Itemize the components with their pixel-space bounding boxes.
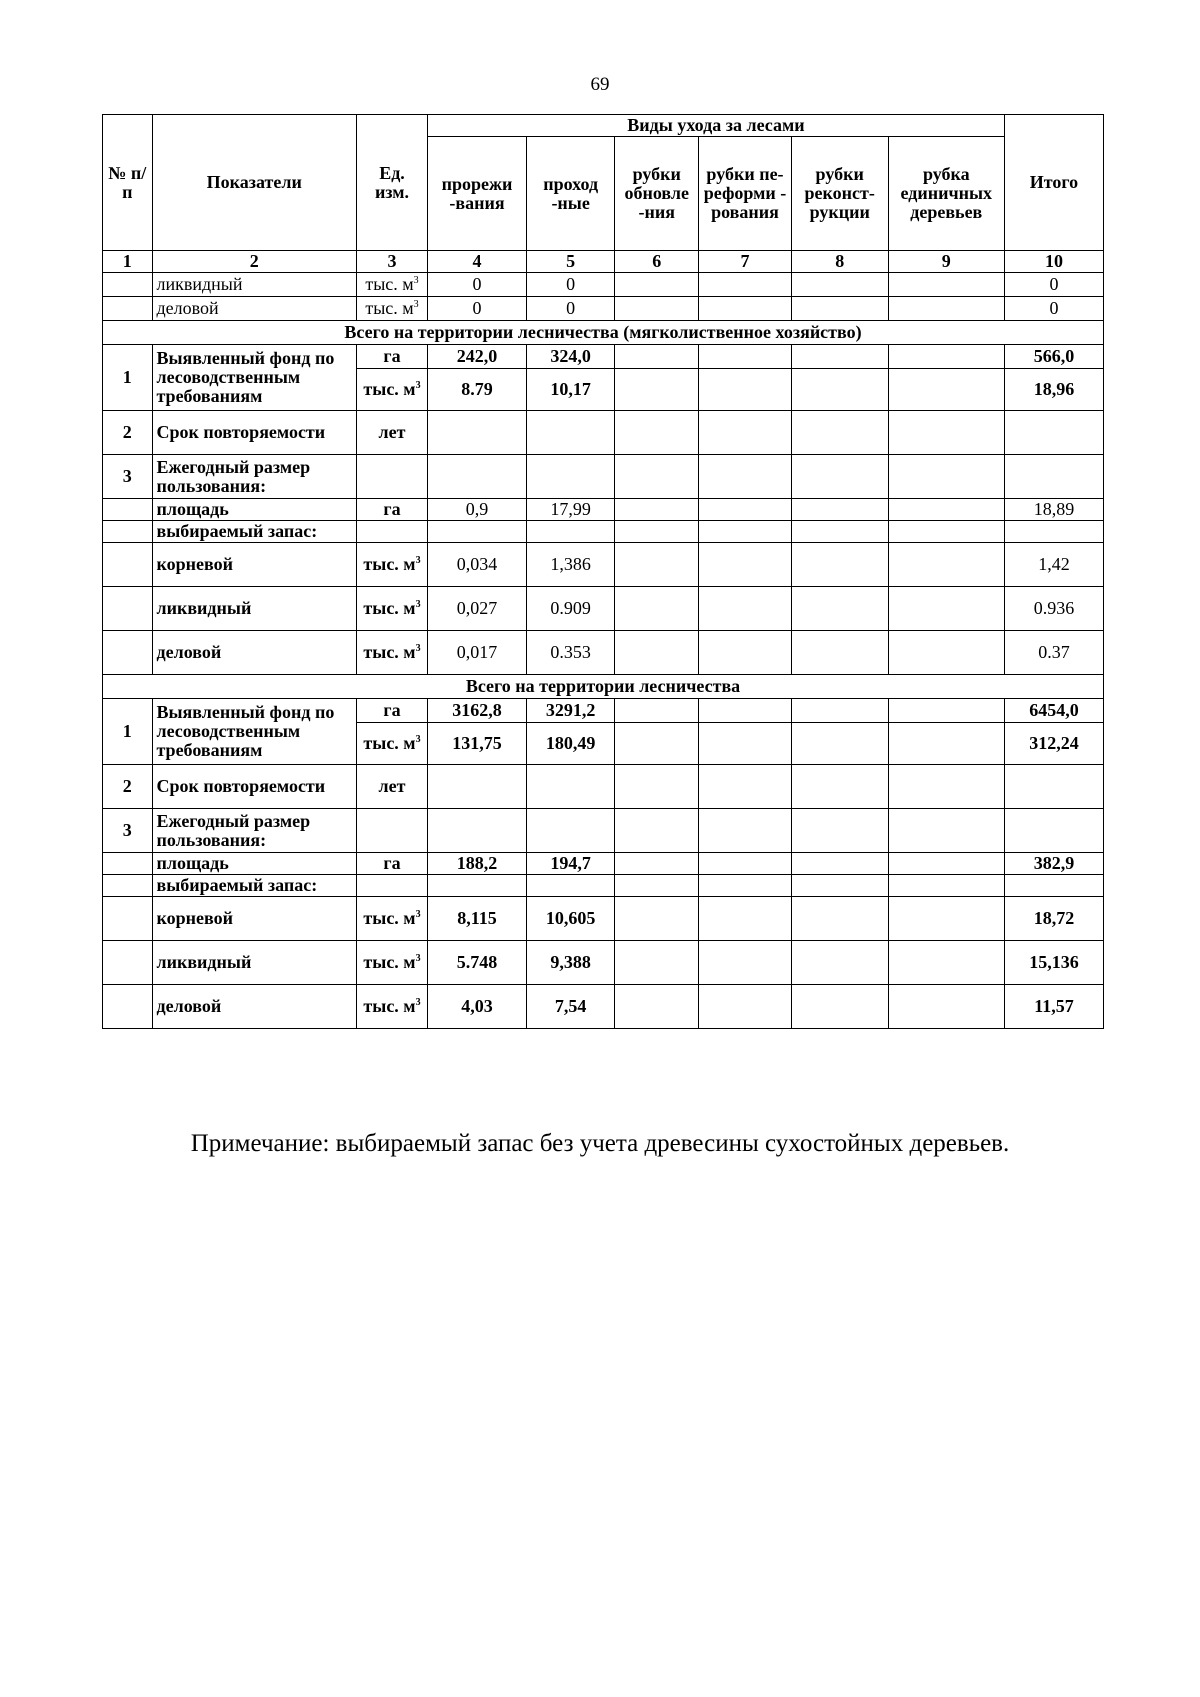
row-label: деловой xyxy=(152,985,356,1029)
row-number: 1 xyxy=(103,345,153,411)
total-cell: 11,57 xyxy=(1004,985,1103,1029)
total-cell: 18,96 xyxy=(1004,369,1103,411)
value-cell: 0.353 xyxy=(527,631,615,675)
page-number: 69 xyxy=(590,74,610,95)
value-cell: 0 xyxy=(527,297,615,321)
table-row xyxy=(103,543,1104,587)
row-label: Выявленный фонд по лесоводственным требованиям xyxy=(152,699,356,765)
value-cell: 10,17 xyxy=(527,369,615,411)
table-row xyxy=(103,521,1104,543)
col-number: 10 xyxy=(1004,251,1103,273)
total-cell: 18,72 xyxy=(1004,897,1103,941)
unit-cell: лет xyxy=(356,765,427,809)
value-cell: 7,54 xyxy=(527,985,615,1029)
value-cell: 0 xyxy=(527,273,615,297)
row-label: Срок повторяемости xyxy=(152,765,356,809)
header-type-reformation: рубки пе- реформи - рования xyxy=(699,137,792,251)
col-number: 6 xyxy=(615,251,699,273)
unit-cell: тыс. $м^3$ xyxy=(356,543,427,587)
table-row xyxy=(103,941,1104,985)
total-cell: 566,0 xyxy=(1004,345,1103,369)
table-row xyxy=(103,273,1104,297)
col-number: 2 xyxy=(152,251,356,273)
row-label: ликвидный xyxy=(152,587,356,631)
total-cell: 15,136 xyxy=(1004,941,1103,985)
value-cell: 3291,2 xyxy=(527,699,615,723)
value-cell: 4,03 xyxy=(428,985,527,1029)
col-number: 8 xyxy=(791,251,888,273)
col-number: 9 xyxy=(888,251,1004,273)
table-row xyxy=(103,853,1104,875)
row-label: ликвидный xyxy=(152,941,356,985)
value-cell: 1,386 xyxy=(527,543,615,587)
header-type-renewal: рубки обновле -ния xyxy=(615,137,699,251)
value-cell: 131,75 xyxy=(428,723,527,765)
total-cell: 382,9 xyxy=(1004,853,1103,875)
value-cell: 8.79 xyxy=(428,369,527,411)
value-cell: 0,9 xyxy=(428,499,527,521)
row-label: ликвидный xyxy=(152,273,356,297)
table-row xyxy=(103,345,1104,369)
header-care-types: Виды ухода за лесами xyxy=(428,115,1005,137)
row-label: деловой xyxy=(152,297,356,321)
col-number: 5 xyxy=(527,251,615,273)
row-label: Срок повторяемости xyxy=(152,411,356,455)
row-label: площадь xyxy=(152,853,356,875)
unit-cell: тыс. $м^3$ xyxy=(356,369,427,411)
row-label: Выявленный фонд по лесоводственным требованиям xyxy=(152,345,356,411)
unit-cell: тыс. $м^3$ xyxy=(356,631,427,675)
col-number: 3 xyxy=(356,251,427,273)
row-label: Ежегодный размер пользования: xyxy=(152,809,356,853)
table-row xyxy=(103,297,1104,321)
value-cell: 188,2 xyxy=(428,853,527,875)
row-label: Ежегодный размер пользования: xyxy=(152,455,356,499)
row-label: корневой xyxy=(152,897,356,941)
value-cell: 10,605 xyxy=(527,897,615,941)
row-label: деловой xyxy=(152,631,356,675)
row-number: 1 xyxy=(103,699,153,765)
row-label: выбираемый запас: xyxy=(152,875,356,897)
header-type-reconstruction: рубки реконст- рукции xyxy=(791,137,888,251)
total-cell: 312,24 xyxy=(1004,723,1103,765)
unit-cell: га xyxy=(356,345,427,369)
header-indicators: Показатели xyxy=(152,115,356,251)
unit-cell: га xyxy=(356,699,427,723)
total-cell: 0.936 xyxy=(1004,587,1103,631)
col-number: 7 xyxy=(699,251,792,273)
unit-cell: тыс. $м^3$ xyxy=(356,587,427,631)
value-cell: 324,0 xyxy=(527,345,615,369)
value-cell: 0.909 xyxy=(527,587,615,631)
unit-cell: лет xyxy=(356,411,427,455)
total-cell: 0 xyxy=(1004,297,1103,321)
row-number: 3 xyxy=(103,455,153,499)
section-title: Всего на территории лесничества xyxy=(103,675,1104,699)
unit-cell: тыс. $м^3$ xyxy=(356,723,427,765)
header-total: Итого xyxy=(1004,115,1103,251)
unit-cell: га xyxy=(356,853,427,875)
header-no: № п/п xyxy=(103,115,153,251)
row-label: корневой xyxy=(152,543,356,587)
total-cell: 0 xyxy=(1004,273,1103,297)
table-row xyxy=(103,875,1104,897)
table-row xyxy=(103,631,1104,675)
table-row xyxy=(103,897,1104,941)
unit-cell: тыс. $м^3$ xyxy=(356,941,427,985)
total-cell: 6454,0 xyxy=(1004,699,1103,723)
table-row xyxy=(103,809,1104,853)
header-type-single-trees: рубка единичных деревьев xyxy=(888,137,1004,251)
row-label: выбираемый запас: xyxy=(152,521,356,543)
value-cell: 5.748 xyxy=(428,941,527,985)
value-cell: 8,115 xyxy=(428,897,527,941)
unit-cell: тыс. $м^3$ xyxy=(356,985,427,1029)
value-cell: 0 xyxy=(428,297,527,321)
section-title: Всего на территории лесничества (мягколиственное хозяйство) xyxy=(103,321,1104,345)
total-cell: 0.37 xyxy=(1004,631,1103,675)
table-row xyxy=(103,499,1104,521)
value-cell: 0 xyxy=(428,273,527,297)
value-cell: 9,388 xyxy=(527,941,615,985)
value-cell: 0,034 xyxy=(428,543,527,587)
total-cell: 18,89 xyxy=(1004,499,1103,521)
value-cell: 194,7 xyxy=(527,853,615,875)
col-number: 1 xyxy=(103,251,153,273)
forest-care-table xyxy=(102,114,1104,1029)
header-unit: Ед. изм. xyxy=(356,115,427,251)
value-cell: 3162,8 xyxy=(428,699,527,723)
value-cell: 0,027 xyxy=(428,587,527,631)
header-type-passage: проход -ные xyxy=(527,137,615,251)
unit-cell: тыс. $м^3$ xyxy=(356,897,427,941)
col-number: 4 xyxy=(428,251,527,273)
value-cell: 180,49 xyxy=(527,723,615,765)
table-row xyxy=(103,455,1104,499)
value-cell: 0,017 xyxy=(428,631,527,675)
row-number: 2 xyxy=(103,411,153,455)
table-row xyxy=(103,985,1104,1029)
row-number: 3 xyxy=(103,809,153,853)
table-row xyxy=(103,765,1104,809)
row-number: 2 xyxy=(103,765,153,809)
unit-cell: тыс. $м^3$ xyxy=(356,273,427,297)
table-row xyxy=(103,587,1104,631)
unit-cell: тыс. $м^3$ xyxy=(356,297,427,321)
value-cell: 242,0 xyxy=(428,345,527,369)
value-cell: 17,99 xyxy=(527,499,615,521)
table-row xyxy=(103,411,1104,455)
total-cell: 1,42 xyxy=(1004,543,1103,587)
table-row xyxy=(103,699,1104,723)
row-label: площадь xyxy=(152,499,356,521)
unit-cell: га xyxy=(356,499,427,521)
header-type-thinning: прорежи -вания xyxy=(428,137,527,251)
footnote: Примечание: выбираемый запас без учета древесины сухостойных деревьев. xyxy=(190,1130,1010,1157)
